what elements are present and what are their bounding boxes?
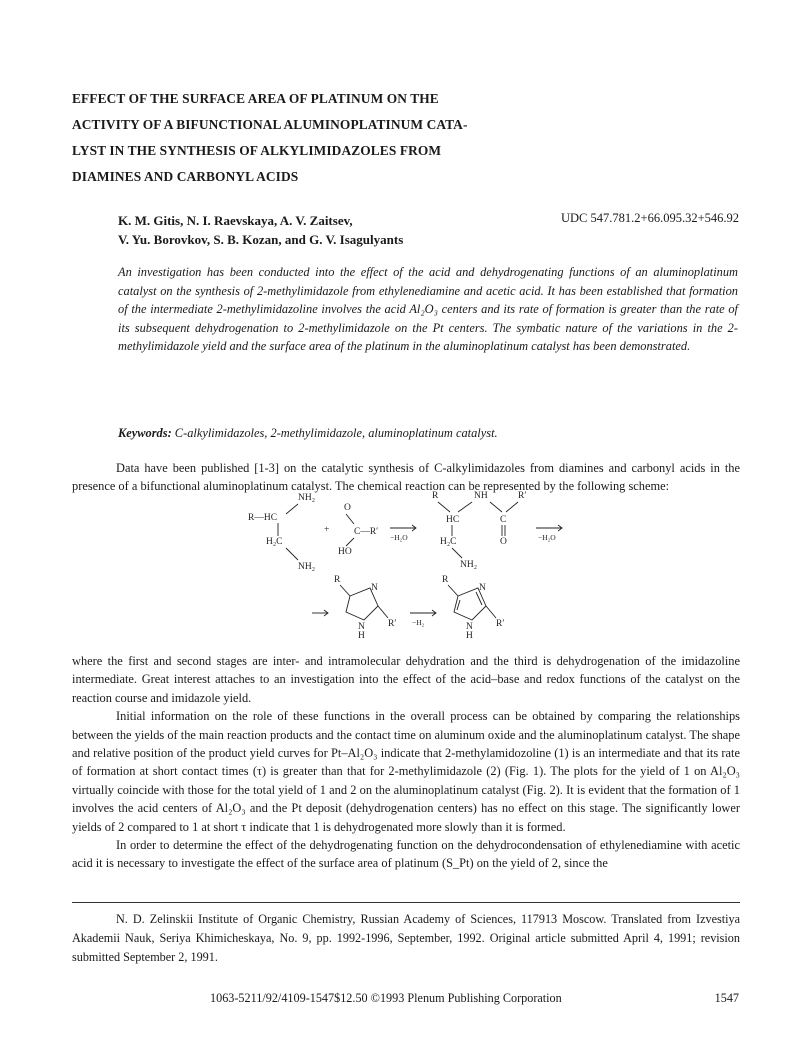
scheme-label: HO (338, 547, 352, 557)
footnote-divider (72, 902, 740, 903)
scheme-label: R′ (518, 491, 527, 501)
abstract: An investigation has been conducted into the effect of the acid and dehydrogenating functions of an aluminoplatinum catalyst on the synthesis of 2-methylimidazole from ethylenediamine and acetic acid. It has been established that formation of the intermediate 2-methylimidazoline involves the acid Al₂O₃ centers and its rate of formation is greater than the rate of its subsequent dehydrogenation to 2-methylimidazole on the Pt centers. The symbatic nature of the variations in the 2-methylimidazole yield and the surface area of the platinum in the aluminoplatinum catalyst has been demonstrated. (118, 265, 738, 354)
paragraph: Initial information on the role of these functions in the overall process can be obtained by comparing the relationships between the yields of the main reaction products and the contact time on aluminum oxide and the aluminoplatinum catalyst. The shape and relative position of the product yield curves for Pt–Al₂O₃ indicate that 2-methylamidozoline (1) is an intermediate and that its rate of formation at short contact times (τ) is greater than that for 2-methylimidazole (2) (Fig. 1). The plots for the yield of 1 on Al₂O₃ virtually coincide with those for the total yield of 1 and 2 on the aluminoplatinum catalyst (Fig. 2). It is evident that the formation of 1 involves the acid centers of Al₂O₃ and the Pt deposit (dehydrogenation centers) has no effect on this stage. The significantly lower yields of 2 compared to 1 at short τ indicate that 1 is dehydrogenated more slowly than it is formed. (72, 709, 740, 834)
author-line: V. Yu. Borovkov, S. B. Kozan, and G. V. Isagulyants (118, 232, 404, 247)
scheme-label: NH₂ (298, 562, 316, 572)
reaction-scheme (240, 488, 580, 638)
title-line: LYST IN THE SYNTHESIS OF ALKYLIMIDAZOLES FROM (72, 143, 442, 158)
scheme-label: NH₂ (460, 560, 478, 570)
paragraph: In order to determine the effect of the dehydrogenating function on the dehydrocondensation of ethylenediamine with acetic acid it is necessary to investigate the effect of the surface area of platinum (S_Pt) on the yield of 2, since the (72, 838, 740, 871)
scheme-label: N (371, 583, 378, 593)
scheme-label: H₂C (266, 537, 283, 547)
title-line: ACTIVITY OF A BIFUNCTIONAL ALUMINOPLATINUM CATA- (72, 117, 468, 132)
author-line: K. M. Gitis, N. I. Raevskaya, A. V. Zaitsev, (118, 213, 353, 228)
scheme-label: −H₂ (412, 618, 425, 627)
author-list (118, 211, 403, 249)
keywords (118, 426, 498, 441)
scheme-label: R (442, 575, 449, 585)
footnote: N. D. Zelinskii Institute of Organic Chemistry, Russian Academy of Sciences, 117913 Moscow. Translated from Izvestiya Akademii Nauk, Seriya Khimicheskaya, No. 9, pp. 1992-1996, September, 1992. Original article submitted April 4, 1991; revision submitted September 2, 1991. (72, 912, 740, 964)
scheme-label: O (500, 537, 507, 547)
scheme-label: H (466, 631, 473, 638)
footer-copyright: 1063-5211/92/4109-1547$12.50 ©1993 Plenum Publishing Corporation (210, 991, 562, 1005)
scheme-label: + (324, 525, 330, 535)
body-text (72, 652, 740, 873)
scheme-label: H (358, 631, 365, 638)
title-line: EFFECT OF THE SURFACE AREA OF PLATINUM ON THE (72, 91, 439, 106)
scheme-label: R (432, 491, 439, 501)
scheme-label: −H₂O (390, 533, 408, 542)
scheme-label: H₂C (440, 537, 457, 547)
scheme-label: C—R′ (354, 527, 379, 537)
scheme-label: R′ (496, 619, 505, 629)
udc-code: UDC 547.781.2+66.095.32+546.92 (561, 211, 739, 225)
scheme-label: HC (446, 515, 460, 525)
scheme-label: R—HC (248, 513, 278, 523)
scheme-label: R (334, 575, 341, 585)
scheme-label: R′ (388, 619, 397, 629)
title-line: DIAMINES AND CARBONYL ACIDS (72, 169, 299, 184)
scheme-label: C (500, 515, 507, 525)
keywords-text: C-alkylimidazoles, 2-methylimidazole, aluminoplatinum catalyst. (171, 426, 498, 440)
paragraph-intro: Data have been published [1-3] on the catalytic synthesis of C-alkylimidazoles from diamines and carbonyl acids in the presence of a bifunctional aluminoplatinum catalyst. The chemical reaction can be represented by the following scheme: (72, 461, 740, 494)
scheme-label: N (479, 583, 486, 593)
keywords-label: Keywords: (118, 426, 172, 440)
scheme-label: N (466, 622, 473, 632)
article-title (72, 86, 592, 190)
scheme-label: NH (474, 491, 488, 501)
scheme-label: O (344, 503, 351, 513)
paragraph: where the first and second stages are inter- and intramolecular dehydration and the third is dehydrogenation of the imidazoline intermediate. Great interest attaches to an investigation into the effect of the acid–base and redox functions of the catalyst on the reaction course and imidazole yield. (72, 654, 740, 705)
scheme-label: −H₂O (538, 533, 556, 542)
scheme-label: NH₂ (298, 493, 316, 503)
scheme-label: N (358, 622, 365, 632)
page-number: 1547 (714, 991, 739, 1005)
